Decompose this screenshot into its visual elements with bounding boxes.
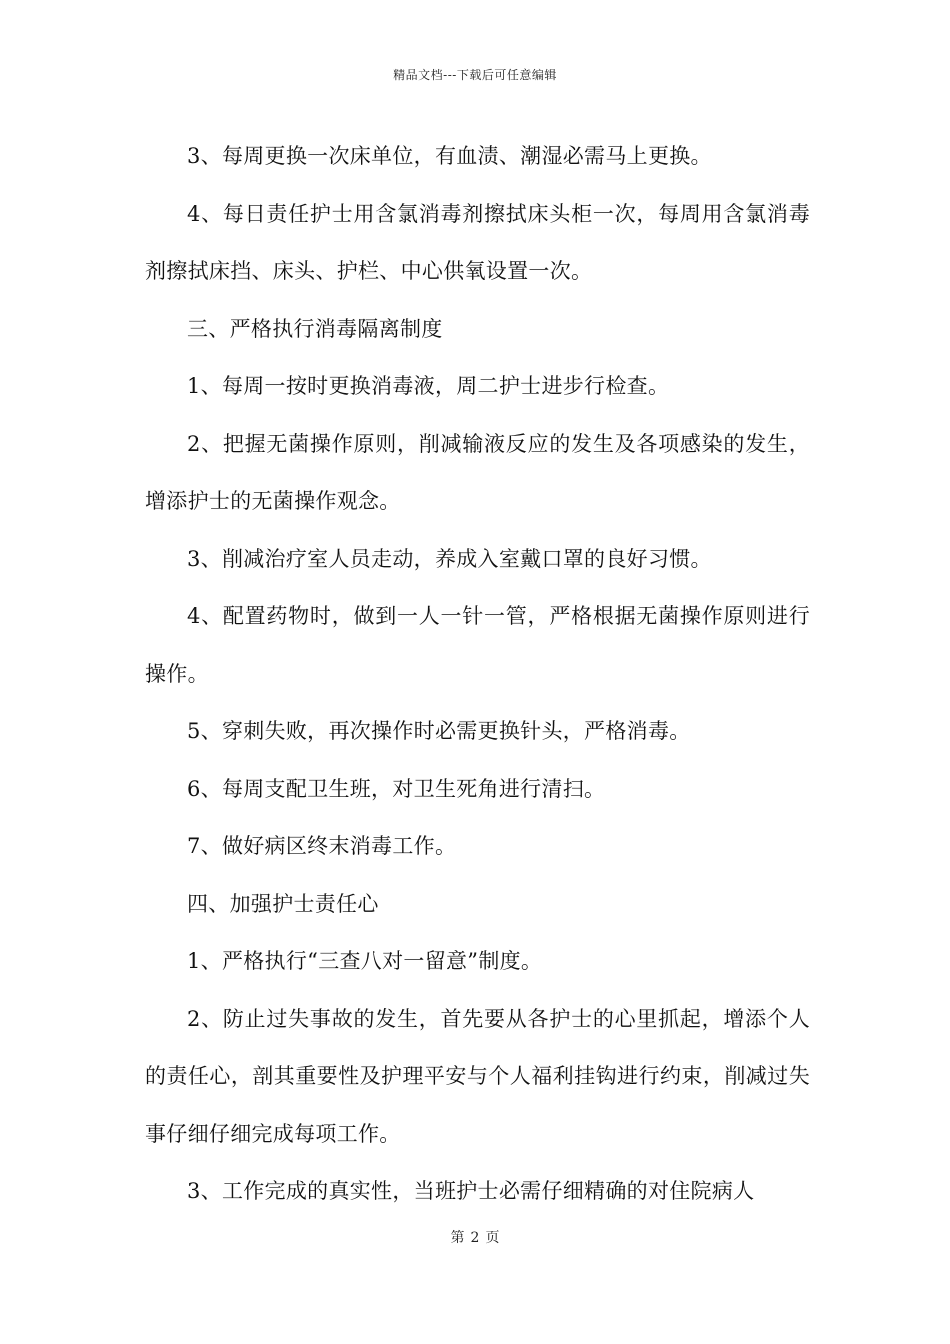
page-footer — [0, 1227, 950, 1247]
paragraph: 3、削减治疗室人员走动，养成入室戴口罩的良好习惯。 — [187, 546, 712, 571]
paragraph: 6、每周支配卫生班，对卫生死角进行清扫。 — [187, 776, 606, 801]
paragraph: 3、工作完成的真实性，当班护士必需仔细精确的对住院病人 — [187, 1179, 755, 1203]
paragraph: 7、做好病区终末消毒工作。 — [187, 834, 457, 858]
page-header: 精品文档---下载后可任意编辑 — [393, 68, 557, 82]
page-number: 2 — [470, 1230, 480, 1246]
document-body — [145, 128, 810, 1221]
paragraph: 1、严格执行“三查八对一留意”制度。 — [187, 949, 543, 973]
section-heading: 三、严格执行消毒隔离制度 — [187, 316, 443, 341]
paragraph: 5、穿刺失败，再次操作时必需更换针头，严格消毒。 — [187, 719, 691, 743]
paragraph: 2、防止过失事故的发生，首先要从各护士的心里抓起，增添个人的责任心，剖其重要性及护理平安与个人福利挂钩进行约束，削减过失事仔细仔细完成每项工作。 — [145, 1006, 810, 1146]
paragraph: 4、每日责任护士用含氯消毒剂擦拭床头柜一次，每周用含氯消毒剂擦拭床挡、床头、护栏、中心供氧设置一次。 — [145, 201, 810, 283]
page-label-prefix: 第 — [450, 1230, 465, 1246]
paragraph: 2、把握无菌操作原则，削减输液反应的发生及各项感染的发生，增添护士的无菌操作观念。 — [145, 431, 810, 513]
section-heading: 四、加强护士责任心 — [187, 891, 379, 916]
paragraph: 4、配置药物时，做到一人一针一管，严格根据无菌操作原则进行操作。 — [145, 604, 810, 686]
page-label-suffix: 页 — [485, 1230, 500, 1246]
paragraph: 3、每周更换一次床单位，有血渍、潮湿必需马上更换。 — [187, 144, 712, 168]
paragraph: 1、每周一按时更换消毒液，周二护士进步行检查。 — [187, 374, 670, 398]
